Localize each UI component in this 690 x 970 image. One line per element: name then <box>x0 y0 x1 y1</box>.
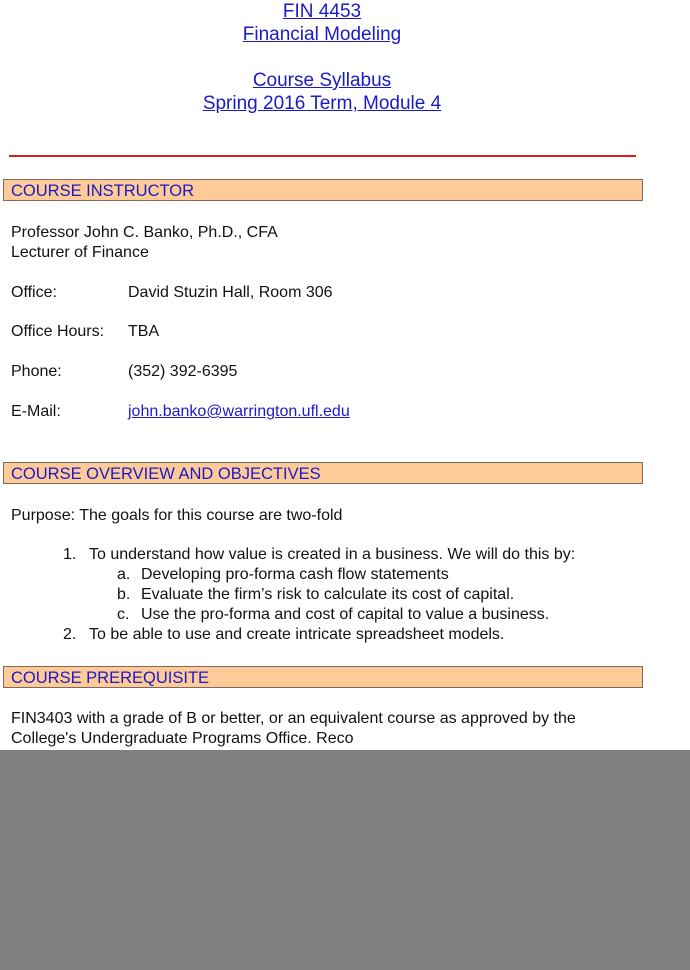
email-link[interactable]: john.banko@warrington.ufl.edu <box>128 403 350 420</box>
email-label: E-Mail: <box>11 403 61 420</box>
section-prereq: COURSE PREREQUISITE <box>3 666 643 688</box>
phone-value: (352) 392-6395 <box>128 363 238 380</box>
list-num: 1. <box>63 546 77 563</box>
list-item: To be able to use and create intricate spreadsheet models. <box>89 626 505 643</box>
phone-label: Phone: <box>11 363 62 380</box>
prereq-line1: FIN3403 with a grade of B or better, or an equivalent course as approved by the <box>11 710 576 727</box>
list-num: c. <box>117 606 130 623</box>
section-overview: COURSE OVERVIEW AND OBJECTIVES <box>3 462 643 484</box>
instructor-title: Lecturer of Finance <box>11 244 149 261</box>
section-instructor: COURSE INSTRUCTOR <box>3 179 643 201</box>
doc-type[interactable]: Course Syllabus <box>252 70 392 91</box>
list-item: Evaluate the firm’s risk to calculate its cost of capital. <box>141 586 515 603</box>
list-item: Developing pro-forma cash flow statements <box>141 566 449 583</box>
list-num: b. <box>117 586 131 603</box>
purpose-text: Purpose: The goals for this course are two-fold <box>11 507 343 524</box>
hours-value: TBA <box>128 323 160 340</box>
term[interactable]: Spring 2016 Term, Module 4 <box>202 93 442 114</box>
list-num: a. <box>117 566 131 583</box>
prereq-line2: College's Undergraduate Programs Office. Reco <box>11 730 354 747</box>
divider <box>9 155 636 157</box>
instructor-name: Professor John C. Banko, Ph.D., CFA <box>11 224 278 241</box>
hours-label: Office Hours: <box>11 323 105 340</box>
list-item: To understand how value is created in a business. We will do this by: <box>89 546 576 563</box>
office-value: David Stuzin Hall, Room 306 <box>128 284 333 301</box>
office-label: Office: <box>11 284 57 301</box>
list-item: Use the pro-forma and cost of capital to value a business. <box>141 606 550 623</box>
list-num: 2. <box>63 626 77 643</box>
course-name[interactable]: Financial Modeling <box>242 24 402 45</box>
redaction-overlay <box>0 750 690 970</box>
course-code[interactable]: FIN 4453 <box>282 1 362 22</box>
